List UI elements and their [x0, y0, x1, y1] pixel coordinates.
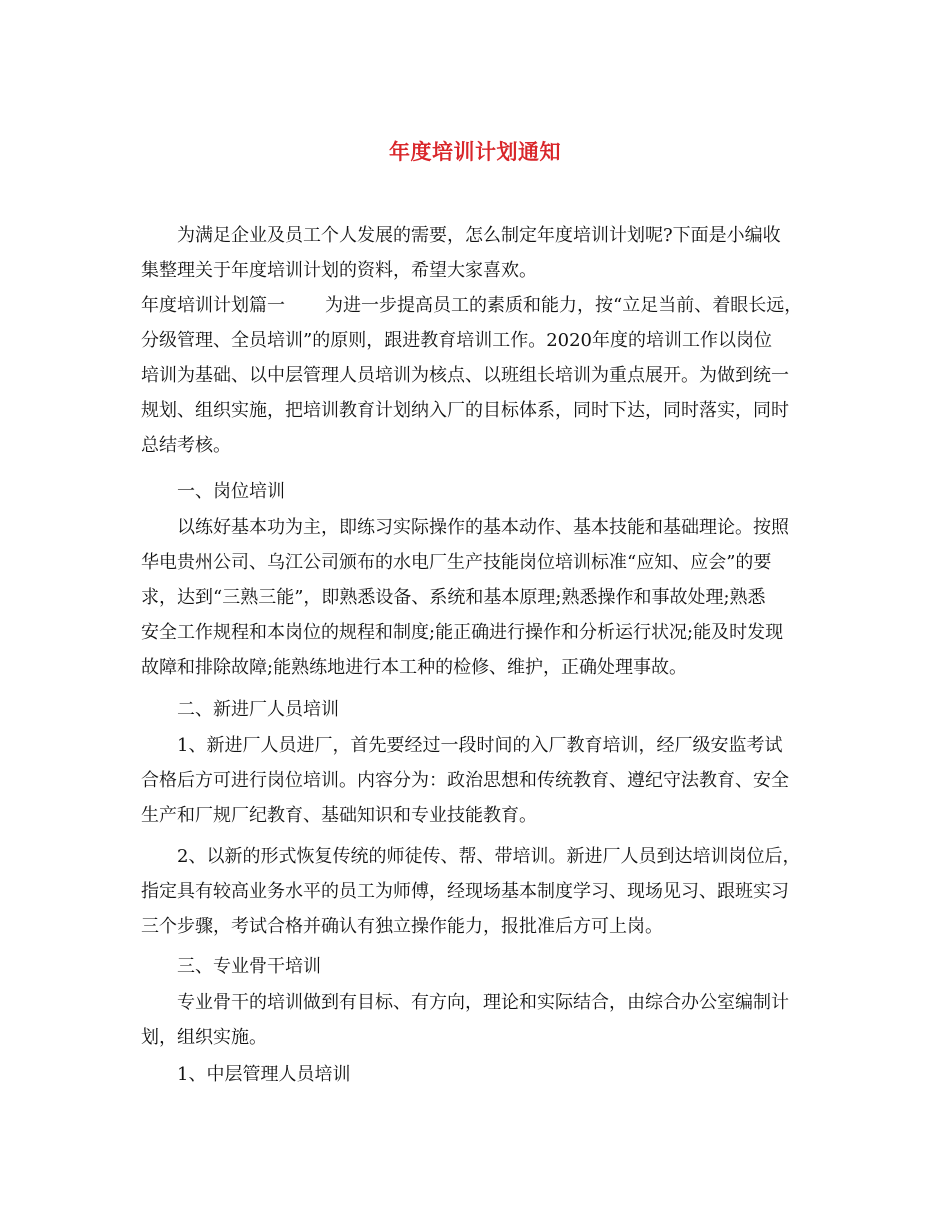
section-heading: 三、专业骨干培训	[177, 956, 321, 977]
paragraph-line: 故障和排除故障;能熟练地进行本工种的检修、维护，正确处理事故。	[141, 657, 688, 678]
paragraph-line: 为进一步提高员工的素质和能力，按“立足当前、着眼长远，	[325, 295, 803, 316]
paragraph-line: 划，组织实施。	[141, 1027, 267, 1048]
paragraph-line: 集整理关于年度培训计划的资料，希望大家喜欢。	[141, 260, 537, 281]
document-title: 年度培训计划通知	[389, 139, 561, 164]
section-heading: 一、岗位培训	[177, 481, 285, 502]
paragraph-line: 总结考核。	[141, 435, 231, 456]
paragraph-line: 为满足企业及员工个人发展的需要，怎么制定年度培训计划呢?下面是小编收	[177, 225, 781, 246]
paragraph-line: 求，达到“三熟三能”，即熟悉设备、系统和基本原理;熟悉操作和事故处理;熟悉	[141, 587, 766, 608]
paragraph-line: 指定具有较高业务水平的员工为师傅，经现场基本制度学习、现场见习、跟班实习	[141, 881, 789, 902]
paragraph-line: 华电贵州公司、乌江公司颁布的水电厂生产技能岗位培训标准“应知、应会”的要	[141, 552, 772, 573]
paragraph-line: 培训为基础、以中层管理人员培训为核点、以班组长培训为重点展开。为做到统一	[141, 365, 789, 386]
paragraph-line: 生产和厂规厂纪教育、基础知识和专业技能教育。	[141, 805, 537, 826]
paragraph-line: 分级管理、全员培训”的原则，跟进教育培训工作。2020年度的培训工作以岗位	[141, 330, 773, 351]
section-line	[141, 294, 802, 318]
paragraph-line: 以练好基本功为主，即练习实际操作的基本动作、基本技能和基础理论。按照	[177, 517, 789, 538]
section-heading: 1、中层管理人员培训	[177, 1064, 351, 1085]
paragraph-line: 合格后方可进行岗位培训。内容分为：政治思想和传统教育、遵纪守法教育、安全	[141, 770, 789, 791]
paragraph-line: 2、以新的形式恢复传统的师徒传、帮、带培训。新进厂人员到达培训岗位后，	[177, 846, 801, 867]
paragraph-line: 三个步骤，考试合格并确认有独立操作能力，报批准后方可上岗。	[141, 916, 663, 937]
section-heading-text: 年度培训计划篇一	[141, 295, 285, 316]
section-heading: 二、新进厂人员培训	[177, 699, 339, 720]
paragraph-line: 专业骨干的培训做到有目标、有方向，理论和实际结合，由综合办公室编制计	[177, 992, 789, 1013]
paragraph-line: 安全工作规程和本岗位的规程和制度;能正确进行操作和分析运行状况;能及时发现	[141, 622, 784, 643]
paragraph-line: 1、新进厂人员进厂，首先要经过一段时间的入厂教育培训，经厂级安监考试	[177, 735, 783, 756]
paragraph-line: 规划、组织实施，把培训教育计划纳入厂的目标体系，同时下达，同时落实，同时	[141, 400, 789, 421]
